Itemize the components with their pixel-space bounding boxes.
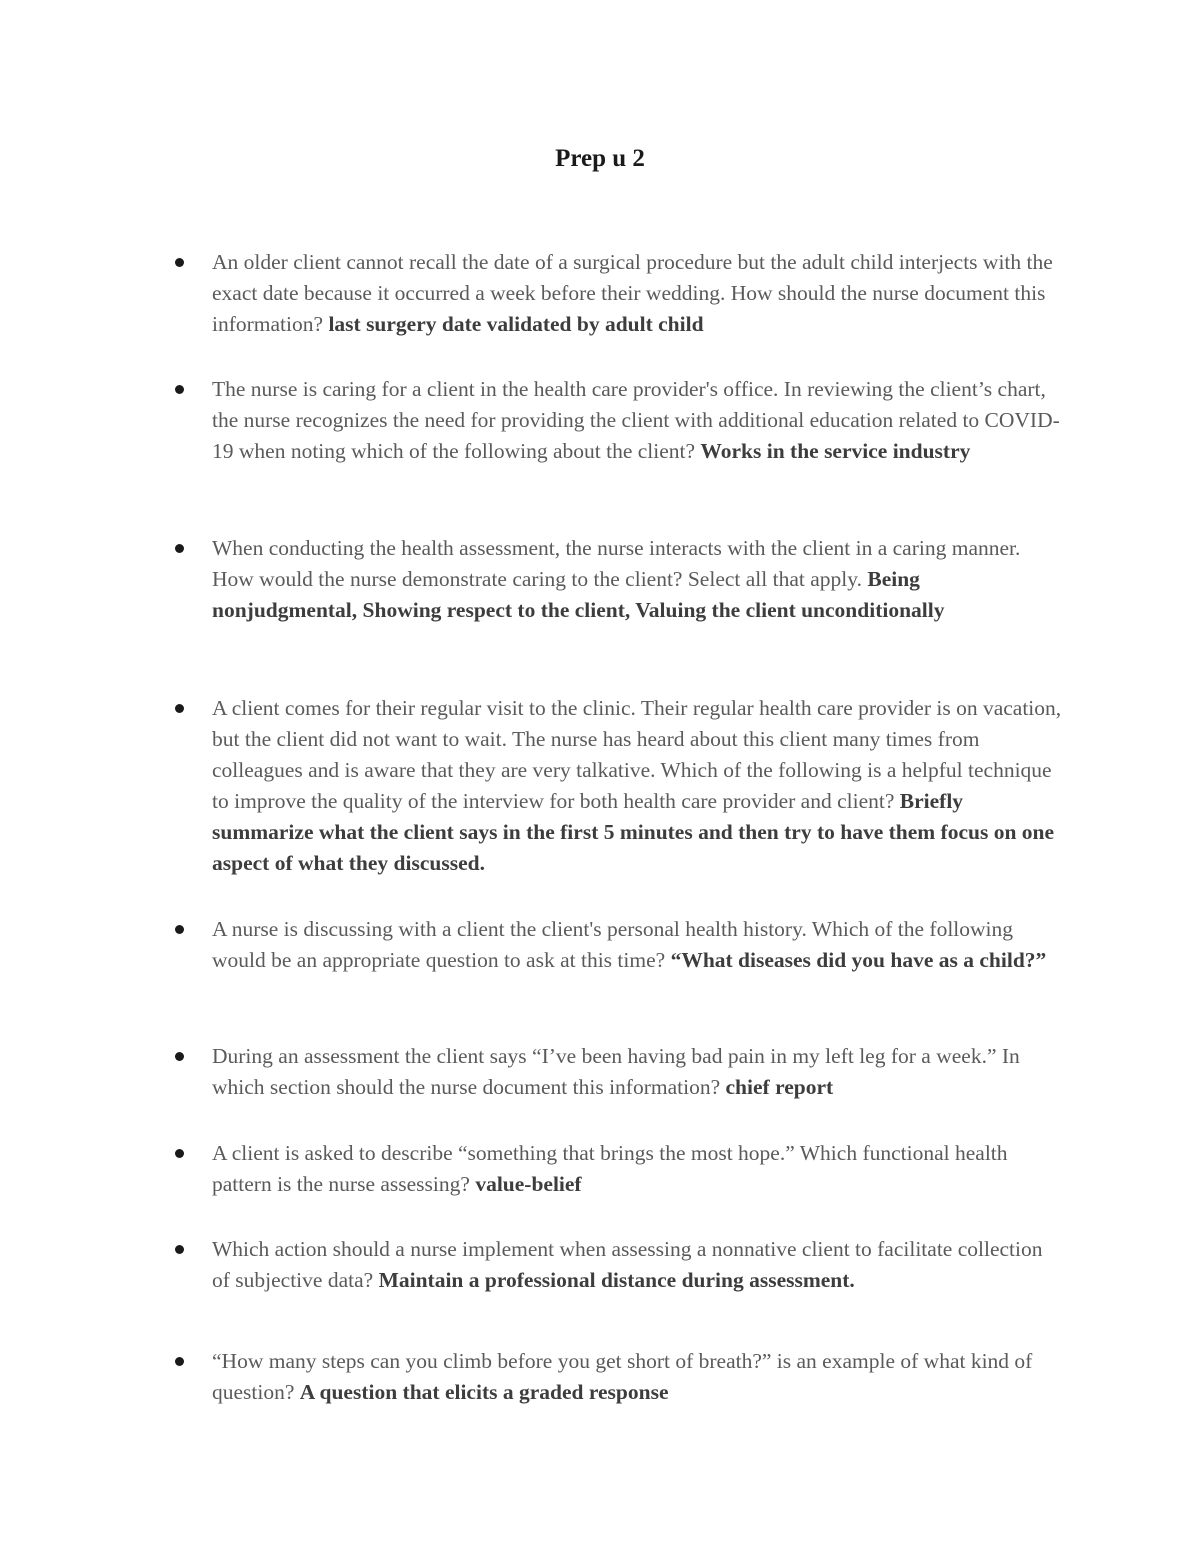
bullet-icon	[175, 544, 184, 553]
list-item	[212, 914, 1062, 976]
answer-text: Maintain a professional distance during assessment.	[378, 1268, 855, 1292]
bullet-icon	[175, 704, 184, 713]
answer-text: A question that elicits a graded response	[299, 1380, 669, 1404]
question-text: A client is asked to describe “something that brings the most hope.” Which functional health pattern is the nurse assessing?	[212, 1141, 1008, 1196]
question-text: The nurse is caring for a client in the health care provider's office. In reviewing the client’s chart, the nurse recognizes the need for providing the client with additional education related to COVID-19 when noting which of the following about the client?	[212, 377, 1060, 463]
bullet-icon	[175, 1357, 184, 1366]
answer-text: chief report	[725, 1075, 834, 1099]
bullet-icon	[175, 1149, 184, 1158]
bullet-icon	[175, 1245, 184, 1254]
answer-text: Briefly summarize what the client says in the first 5 minutes and then try to have them focus on one aspect of what they discussed.	[212, 789, 1055, 875]
bullet-icon	[175, 385, 184, 394]
bullet-icon	[175, 1052, 184, 1061]
question-text: A client comes for their regular visit to the clinic. Their regular health care provider is on vacation, but the client did not want to wait. The nurse has heard about this client many times from colleagues and is aware that they are very talkative. Which of the following is a helpful technique to improve the quality of the interview for both health care provider and client?	[212, 696, 1062, 813]
answer-text: last surgery date validated by adult child	[328, 312, 704, 336]
list-item	[212, 247, 1062, 340]
answer-text: value-belief	[475, 1172, 582, 1196]
list-item	[212, 1138, 1062, 1200]
bullet-icon	[175, 925, 184, 934]
list-item	[212, 1346, 1062, 1408]
answer-text: Being nonjudgmental, Showing respect to the client, Valuing the client unconditionally	[212, 567, 945, 622]
page-title: Prep u 2	[555, 145, 645, 172]
list-item	[212, 374, 1062, 467]
bullet-icon	[175, 258, 184, 267]
question-text: A nurse is discussing with a client the client's personal health history. Which of the following would be an appropriate question to ask at this time?	[212, 917, 1014, 972]
question-text: When conducting the health assessment, the nurse interacts with the client in a caring manner. How would the nurse demonstrate caring to the client? Select all that apply.	[212, 536, 1021, 591]
list-item	[212, 1041, 1062, 1103]
question-text: “How many steps can you climb before you get short of breath?” is an example of what kind of question?	[212, 1349, 1033, 1404]
question-text: Which action should a nurse implement when assessing a nonnative client to facilitate collection of subjective data?	[212, 1237, 1043, 1292]
answer-text: “What diseases did you have as a child?”	[670, 948, 1047, 972]
list-item	[212, 1234, 1062, 1296]
list-item	[212, 533, 1062, 626]
question-text: During an assessment the client says “I’ve been having bad pain in my left leg for a week.” In which section should the nurse document this information?	[212, 1044, 1020, 1099]
answer-text: Works in the service industry	[700, 439, 971, 463]
question-text: An older client cannot recall the date of a surgical procedure but the adult child interjects with the exact date because it occurred a week before their wedding. How should the nurse document this information?	[212, 250, 1053, 336]
list-item	[212, 693, 1062, 879]
